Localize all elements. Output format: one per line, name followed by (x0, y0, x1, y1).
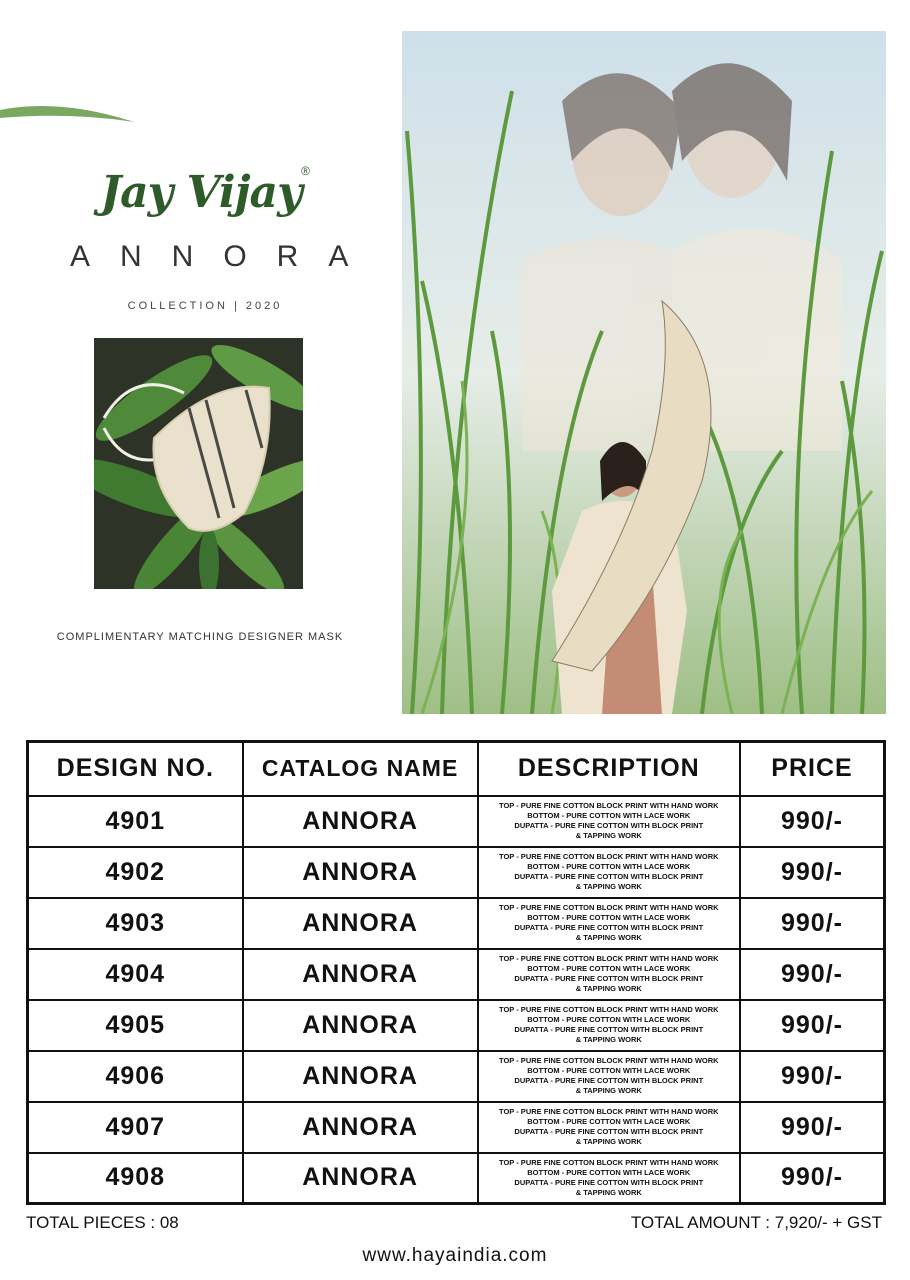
header-price: PRICE (740, 742, 885, 796)
mask-caption: COMPLIMENTARY MATCHING DESIGNER MASK (56, 631, 344, 643)
description-cell (478, 949, 740, 1000)
description-line: DUPATTA - PURE FINE COTTON WITH BLOCK PRINT (514, 923, 704, 932)
table-row (28, 1102, 885, 1153)
description-line: DUPATTA - PURE FINE COTTON WITH BLOCK PRINT (514, 821, 704, 830)
description-line: BOTTOM - PURE COTTON WITH LACE WORK (527, 862, 691, 871)
table-row (28, 898, 885, 949)
table-row (28, 1051, 885, 1102)
design-number-cell: 4901 (28, 796, 243, 847)
description-line: TOP - PURE FINE COTTON BLOCK PRINT WITH HAND WORK (499, 1005, 719, 1014)
collection-title: ANNORA (70, 240, 379, 273)
description-line: & TAPPING WORK (575, 1137, 642, 1146)
catalog-name-cell: ANNORA (243, 796, 478, 847)
design-number-cell: 4905 (28, 1000, 243, 1051)
description-line: & TAPPING WORK (575, 933, 642, 942)
description-line: & TAPPING WORK (575, 831, 642, 840)
description-line: TOP - PURE FINE COTTON BLOCK PRINT WITH HAND WORK (499, 954, 719, 963)
description-cell (478, 796, 740, 847)
collection-subtitle: COLLECTION | 2020 (127, 300, 283, 312)
description-line: DUPATTA - PURE FINE COTTON WITH BLOCK PRINT (514, 1127, 704, 1136)
catalog-name-cell: ANNORA (243, 1153, 478, 1204)
description-line: BOTTOM - PURE COTTON WITH LACE WORK (527, 1066, 691, 1075)
design-number-cell: 4906 (28, 1051, 243, 1102)
leaf-decoration (0, 96, 140, 136)
description-line: & TAPPING WORK (575, 1035, 642, 1044)
price-cell: 990/- (740, 949, 885, 1000)
brand-logo (86, 162, 316, 224)
table-row (28, 949, 885, 1000)
description-line: BOTTOM - PURE COTTON WITH LACE WORK (527, 1015, 691, 1024)
website-link[interactable]: www.hayaindia.com (362, 1245, 548, 1266)
description-line: BOTTOM - PURE COTTON WITH LACE WORK (527, 913, 691, 922)
description-line: DUPATTA - PURE FINE COTTON WITH BLOCK PRINT (514, 872, 704, 881)
table-row (28, 796, 885, 847)
registered-mark: ® (301, 164, 310, 178)
design-number-cell: 4908 (28, 1153, 243, 1204)
catalog-name-cell: ANNORA (243, 1051, 478, 1102)
table-row (28, 1000, 885, 1051)
total-amount: TOTAL AMOUNT : 7,920/- + GST (630, 1213, 882, 1232)
description-line: DUPATTA - PURE FINE COTTON WITH BLOCK PRINT (514, 974, 704, 983)
table-row (28, 847, 885, 898)
description-line: BOTTOM - PURE COTTON WITH LACE WORK (527, 964, 691, 973)
hero-illustration (402, 31, 886, 714)
description-line: DUPATTA - PURE FINE COTTON WITH BLOCK PRINT (514, 1076, 704, 1085)
description-cell (478, 847, 740, 898)
catalog-name-cell: ANNORA (243, 1000, 478, 1051)
description-line: & TAPPING WORK (575, 1086, 642, 1095)
catalog-name-cell: ANNORA (243, 898, 478, 949)
price-cell: 990/- (740, 898, 885, 949)
description-line: DUPATTA - PURE FINE COTTON WITH BLOCK PRINT (514, 1025, 704, 1034)
description-line: & TAPPING WORK (575, 882, 642, 891)
description-line: BOTTOM - PURE COTTON WITH LACE WORK (527, 1117, 691, 1126)
description-line: TOP - PURE FINE COTTON BLOCK PRINT WITH HAND WORK (499, 801, 719, 810)
header-catalog-name: CATALOG NAME (243, 742, 478, 796)
total-pieces: TOTAL PIECES : 08 (26, 1213, 179, 1232)
price-cell: 990/- (740, 1102, 885, 1153)
description-cell (478, 1051, 740, 1102)
design-number-cell: 4902 (28, 847, 243, 898)
design-number-cell: 4903 (28, 898, 243, 949)
table-header-row (28, 742, 885, 796)
catalog-name-cell: ANNORA (243, 847, 478, 898)
header-description: DESCRIPTION (478, 742, 740, 796)
catalog-table (26, 740, 886, 1205)
price-cell: 990/- (740, 1000, 885, 1051)
price-cell: 990/- (740, 796, 885, 847)
catalog-name-cell: ANNORA (243, 1102, 478, 1153)
table-body (28, 796, 885, 1204)
catalog-name-cell: ANNORA (243, 949, 478, 1000)
header-design-no: DESIGN NO. (28, 742, 243, 796)
mask-illustration (94, 338, 303, 589)
table-row (28, 1153, 885, 1204)
brand-logo-text: Jay Vijay (100, 167, 302, 218)
design-number-cell: 4904 (28, 949, 243, 1000)
description-line: TOP - PURE FINE COTTON BLOCK PRINT WITH HAND WORK (499, 852, 719, 861)
description-cell (478, 1153, 740, 1204)
hero-photo (402, 31, 886, 714)
description-cell (478, 1102, 740, 1153)
description-line: & TAPPING WORK (575, 984, 642, 993)
description-line: BOTTOM - PURE COTTON WITH LACE WORK (527, 811, 691, 820)
description-cell (478, 1000, 740, 1051)
description-line: TOP - PURE FINE COTTON BLOCK PRINT WITH HAND WORK (499, 1107, 719, 1116)
description-line: DUPATTA - PURE FINE COTTON WITH BLOCK PRINT (514, 1177, 704, 1187)
description-line: BOTTOM - PURE COTTON WITH LACE WORK (527, 1167, 691, 1177)
price-cell: 990/- (740, 847, 885, 898)
design-number-cell: 4907 (28, 1102, 243, 1153)
description-line: TOP - PURE FINE COTTON BLOCK PRINT WITH HAND WORK (499, 1157, 719, 1167)
mask-photo (94, 338, 303, 589)
price-cell: 990/- (740, 1153, 885, 1204)
price-cell: 990/- (740, 1051, 885, 1102)
description-line: TOP - PURE FINE COTTON BLOCK PRINT WITH HAND WORK (499, 1056, 719, 1065)
description-line: TOP - PURE FINE COTTON BLOCK PRINT WITH HAND WORK (499, 903, 719, 912)
description-line: & TAPPING WORK (575, 1187, 642, 1197)
description-cell (478, 898, 740, 949)
